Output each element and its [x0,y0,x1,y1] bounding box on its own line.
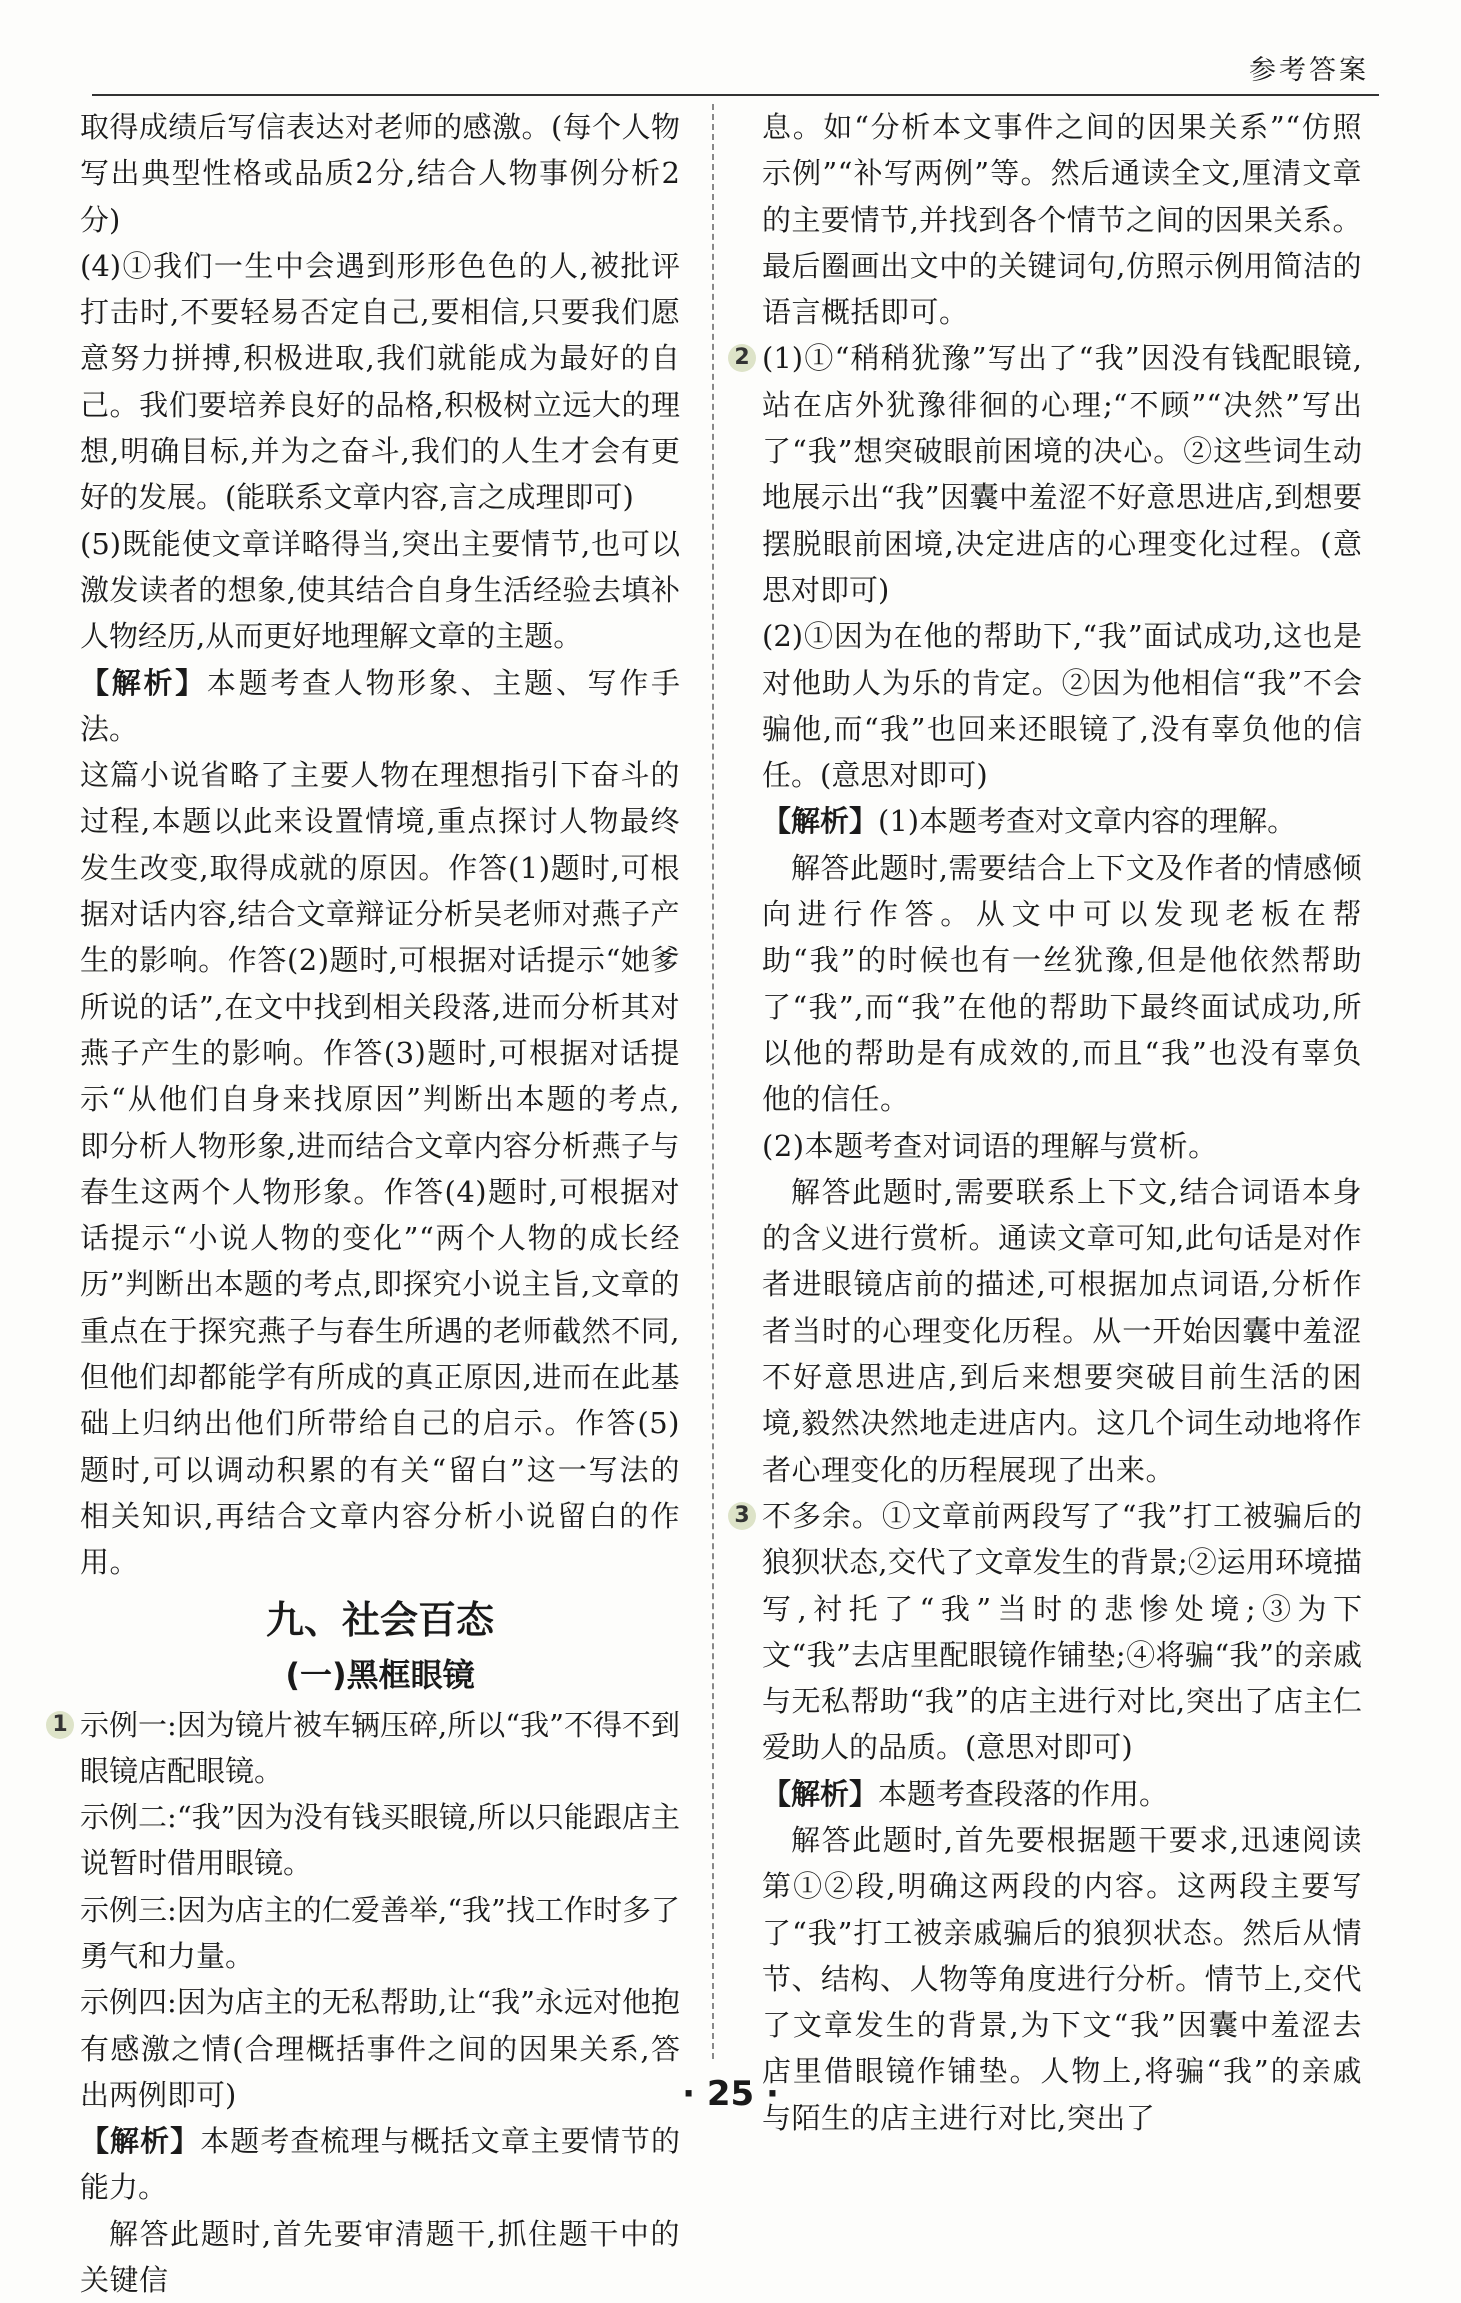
analysis-heading [80,660,680,753]
analysis-summary: 本题考查段落的作用。 [878,1776,1169,1811]
q1-analysis-heading [80,2118,680,2211]
analysis-body: 这篇小说省略了主要人物在理想指引下奋斗的过程,本题以此来设置情境,重点探讨人物最终发生改变,取得成就的原因。作答(1)题时,可根据对话内容,结合文章辩证分析吴老师对燕子产生的影响。作答(2)题时,可根据对话提示“她爹所说的话”,在文中找到相关段落,进而分析其对燕子产生的影响。作答(3)题时,可根据对话提示“从他们自身来找原因”判断出本题的考点,即分析人物形象,进而结合文章内容分析燕子与春生这两个人物形象。作答(4)题时,可根据对话提示“小说人物的变化”“两个人物的成长经历”判断出本题的考点,即探究小说主旨,文章的重点在于探究燕子与春生所遇的老师截然不同,但他们却都能学有所成的真正原因,进而在此基础上归纳出他们所带给自己的启示。作答(5)题时,可以调动积累的有关“留白”这一写法的相关知识,再结合文章内容分析小说留白的作用。 [80,758,680,1580]
q3-analysis-body: 解答此题时,首先要根据题干要求,迅速阅读第①②段,明确这两段的内容。这两段主要写了“我”打工被亲戚骗后的狼狈状态。然后从情节、结构、人物等角度进行分析。情节上,交代了文章发生的背景,为下文“我”因囊中羞涩去店里借眼镜作铺垫。人物上,将骗“我”的亲戚与陌生的店主进行对比,突出了 [762,1822,1362,2135]
q2-analysis-body-1: 解答此题时,需要结合上下文及作者的情感倾向进行作答。从文中可以发现老板在帮助“我”的时候也有一丝犹豫,但是他依然帮助了“我”,而“我”在他的帮助下最终面试成功,所以他的帮助是有成效的,而且“我”也没有辜负他的信任。 [762,850,1362,1117]
answer-continuation: 取得成绩后写信表达对老师的感激。(每个人物写出典型性格或品质2分,结合人物事例分析2分) [80,110,680,237]
analysis-label: 【解析】 [80,2124,201,2159]
q1-analysis-body: 解答此题时,首先要审清题干,抓住题干中的关键信 [80,2216,680,2298]
analysis-summary: 本题考查梳理与概括文章主要情节的能力。 [80,2124,680,2205]
analysis-label: 【解析】 [762,1776,879,1811]
left-column [52,104,680,2303]
analysis-summary: 本题考查人物形象、主题、写作手法。 [80,665,680,746]
q1-example-1: 示例一:因为镜片被车辆压碎,所以“我”不得不到眼镜店配眼镜。 [80,1707,680,1788]
analysis-summary: (1)本题考查对文章内容的理解。 [878,804,1297,839]
column-divider [712,104,714,2059]
page-number: · 25 · [682,2074,779,2114]
header-label: 参考答案 [1249,55,1369,86]
q2-answer-1: (1)①“稍稍犹豫”写出了“我”因没有钱配眼镜,站在店外犹豫徘徊的心理;“不顾”“决然”写出了“我”想突破眼前困境的决心。②这些词生动地展示出“我”因囊中羞涩不好意思进店,到想要摆脱眼前困境,决定进店的心理变化过程。(意思对即可) [762,341,1362,607]
right-column [734,104,1362,2141]
question-2 [734,335,1362,613]
q3-answer: 不多余。①文章前两段写了“我”打工被骗后的狼狈状态,交代了文章发生的背景;②运用环境描写,衬托了“我”当时的悲惨处境;③为下文“我”去店里配眼镜作铺垫;④将骗“我”的亲戚与无私帮助“我”的店主进行对比,突出了店主仁爱助人的品质。(意思对即可) [762,1498,1362,1765]
analysis-label: 【解析】 [80,665,207,700]
q2-analysis-sub-2: (2)本题考查对词语的理解与赏析。 [762,1128,1218,1163]
q3-analysis-heading [762,1771,1362,1817]
q1-example-4: 示例四:因为店主的无私帮助,让“我”永远对他抱有感激之情(合理概括事件之间的因果关系,答出两例即可) [80,1985,680,2112]
analysis-label: 【解析】 [762,804,879,839]
q1-example-3: 示例三:因为店主的仁爱善举,“我”找工作时多了勇气和力量。 [80,1892,680,1973]
question-1 [52,1702,680,1795]
q1-example-2: 示例二:“我”因为没有钱买眼镜,所以只能跟店主说暂时借用眼镜。 [80,1800,680,1881]
q2-analysis-heading [762,798,1362,844]
section-title: 九、社会百态 [265,1597,494,1642]
q1-analysis-continuation: 息。如“分析本文事件之间的因果关系”“仿照示例”“补写两例”等。然后通读全文,厘清文章的主要情节,并找到各个情节之间的因果关系。最后圈画出文中的关键词句,仿照示例用简洁的语言概括即可。 [762,110,1362,330]
question-3 [734,1493,1362,1771]
question-number-badge: 3 [728,1502,756,1530]
header-rule [92,94,1379,96]
answer-5: (5)既能使文章详略得当,突出主要情节,也可以激发读者的想象,使其结合自身生活经验去填补人物经历,从而更好地理解文章的主题。 [80,526,680,654]
answer-4: (4)①我们一生中会遇到形形色色的人,被批评打击时,不要轻易否定自己,要相信,只要我们愿意努力拼搏,积极进取,我们就能成为最好的自己。我们要培养良好的品格,积极树立远大的理想,明确目标,并为之奋斗,我们的人生才会有更好的发展。(能联系文章内容,言之成理即可) [80,248,680,515]
question-number-badge: 2 [728,344,756,372]
q2-answer-2: (2)①因为在他的帮助下,“我”面试成功,这也是对他助人为乐的肯定。②因为他相信“我”不会骗他,而“我”也回来还眼镜了,没有辜负他的信任。(意思对即可) [762,619,1362,793]
q2-analysis-body-2: 解答此题时,需要联系上下文,结合词语本身的含义进行赏析。通读文章可知,此句话是对作者进眼镜店前的描述,可根据加点词语,分析作者当时的心理变化历程。从一开始因囊中羞涩不好意思进店,到后来想要突破目前生活的困境,毅然决然地走进店内。这几个词生动地将作者心理变化的历程展现了出来。 [762,1174,1362,1487]
sub-title: (一)黑框眼镜 [285,1655,475,1694]
question-number-badge: 1 [46,1711,74,1739]
